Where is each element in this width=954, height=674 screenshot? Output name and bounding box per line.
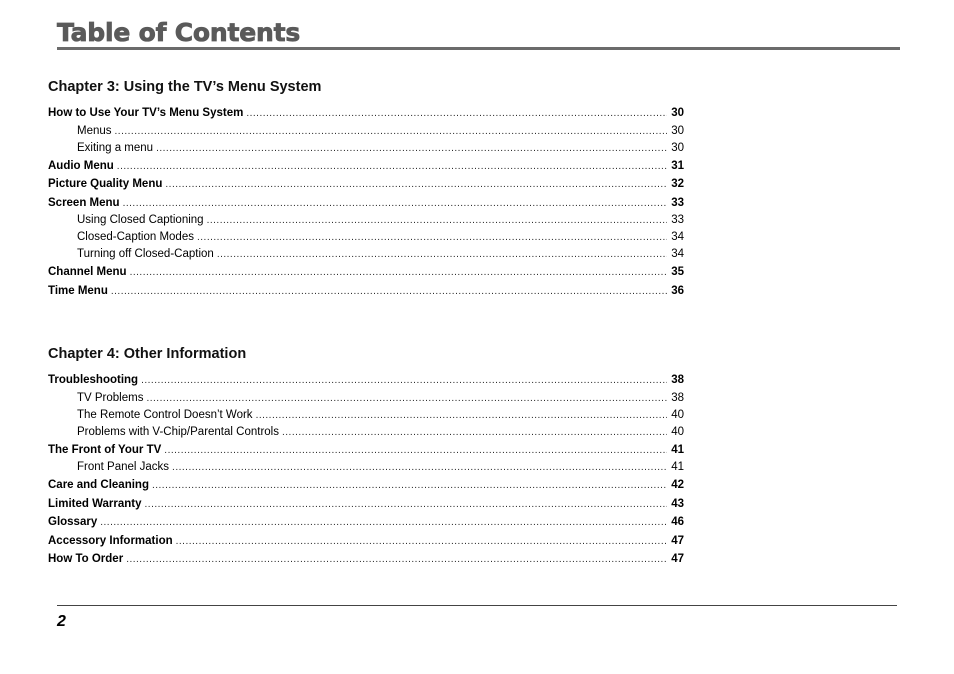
- toc-entry-label: The Front of Your TV: [48, 443, 162, 456]
- toc-entry-label: How to Use Your TV’s Menu System: [48, 107, 244, 119]
- dot-leader: [217, 246, 667, 263]
- toc-entry-page: 32: [671, 178, 684, 190]
- dot-leader: [126, 551, 667, 570]
- toc-entry[interactable]: [48, 441, 684, 460]
- dot-leader: [141, 372, 667, 391]
- title-divider: [57, 47, 900, 50]
- toc-entry-label: Menus: [77, 124, 112, 137]
- toc-entry[interactable]: [48, 550, 684, 569]
- toc-entry-label: Front Panel Jacks: [77, 461, 170, 473]
- dot-leader: [172, 459, 667, 476]
- dot-leader: [197, 229, 667, 246]
- chapter-section: [48, 343, 684, 569]
- toc-entry-page: 31: [671, 159, 684, 172]
- toc-entry-label: Limited Warranty: [48, 497, 142, 510]
- toc-subentry[interactable]: [48, 424, 684, 441]
- page-number: 2: [57, 613, 66, 630]
- toc-entry-page: 36: [671, 284, 684, 297]
- footer-divider: [57, 605, 897, 606]
- toc-entry-page: 38: [671, 374, 684, 386]
- toc-entries: [48, 371, 684, 569]
- toc-entry-label: TV Problems: [77, 391, 144, 404]
- toc-entry-label: Glossary: [48, 516, 98, 528]
- toc-subentry[interactable]: [48, 123, 684, 140]
- dot-leader: [146, 390, 667, 407]
- toc-entry-label: Turning off Closed-Caption: [77, 248, 214, 260]
- toc-entry-page: 47: [671, 553, 684, 565]
- toc-entry[interactable]: [48, 282, 684, 301]
- toc-entry[interactable]: [48, 532, 684, 551]
- toc-entry-page: 30: [671, 107, 684, 119]
- toc-entry-label: Time Menu: [48, 284, 108, 297]
- toc-entry-page: 33: [671, 196, 684, 209]
- toc-entry-page: 33: [671, 214, 684, 226]
- toc-subentry[interactable]: [48, 229, 684, 246]
- toc-entry-label: Using Closed Captioning: [77, 214, 204, 226]
- toc-entry[interactable]: [48, 263, 684, 282]
- dot-leader: [156, 140, 667, 157]
- toc-entry[interactable]: [48, 104, 684, 123]
- toc-entry-page: 38: [671, 391, 684, 404]
- dot-leader: [130, 264, 667, 283]
- toc-entry-label: Audio Menu: [48, 159, 114, 172]
- toc-entry[interactable]: [48, 194, 684, 213]
- chapter-heading: Chapter 4: Other Information: [48, 346, 247, 362]
- toc-subentry[interactable]: [48, 140, 684, 157]
- toc-entry-label: Accessory Information: [48, 534, 173, 547]
- toc-entry-label: Exiting a menu: [77, 141, 154, 154]
- dot-leader: [117, 158, 667, 177]
- chapter-heading: Chapter 3: Using the TV’s Menu System: [48, 79, 322, 95]
- dot-leader: [246, 105, 667, 124]
- toc-entry-label: Channel Menu: [48, 266, 127, 278]
- page-title: Table of Contents: [57, 18, 301, 47]
- toc-entry-label: How To Order: [48, 553, 124, 565]
- toc-entry[interactable]: [48, 371, 684, 390]
- toc-entries: [48, 104, 684, 300]
- dot-leader: [176, 533, 667, 552]
- toc-entry-page: 47: [671, 534, 684, 547]
- toc-entry-page: 34: [671, 231, 684, 243]
- toc-subentry[interactable]: [48, 212, 684, 229]
- chapter-section: [48, 76, 684, 300]
- toc-entry-label: Screen Menu: [48, 196, 120, 209]
- dot-leader: [282, 424, 667, 441]
- toc-entry[interactable]: [48, 513, 684, 532]
- toc-entry-label: The Remote Control Doesn’t Work: [77, 408, 253, 421]
- toc-entry-page: 34: [671, 248, 684, 260]
- toc-entry-label: Closed-Caption Modes: [77, 231, 194, 243]
- toc-entry-page: 42: [671, 479, 684, 491]
- toc-entry-page: 30: [671, 124, 684, 137]
- toc-entry[interactable]: [48, 476, 684, 495]
- dot-leader: [207, 212, 667, 229]
- dot-leader: [152, 477, 667, 496]
- toc-subentry[interactable]: [48, 407, 684, 424]
- toc-entry-page: 41: [671, 461, 684, 473]
- toc-subentry[interactable]: [48, 459, 684, 476]
- toc-subentry[interactable]: [48, 246, 684, 263]
- toc-entry-label: Troubleshooting: [48, 374, 139, 386]
- dot-leader: [145, 496, 667, 515]
- toc-entry-label: Picture Quality Menu: [48, 178, 163, 190]
- dot-leader: [165, 176, 667, 195]
- dot-leader: [100, 514, 667, 533]
- toc-entry-page: 35: [671, 266, 684, 278]
- dot-leader: [123, 195, 667, 214]
- dot-leader: [164, 442, 667, 461]
- toc-entry-page: 43: [671, 497, 684, 510]
- toc-entry[interactable]: [48, 157, 684, 176]
- toc-subentry[interactable]: [48, 390, 684, 407]
- toc-entry-page: 40: [671, 408, 684, 421]
- toc-entry-page: 46: [671, 516, 684, 528]
- toc-entry[interactable]: [48, 175, 684, 194]
- toc-entry-label: Care and Cleaning: [48, 479, 149, 491]
- dot-leader: [256, 407, 667, 424]
- dot-leader: [111, 283, 667, 302]
- toc-entry-page: 30: [671, 141, 684, 154]
- toc-entry-page: 41: [671, 443, 684, 456]
- toc-entry-label: Problems with V-Chip/Parental Controls: [77, 425, 279, 438]
- toc-entry-page: 40: [671, 425, 684, 438]
- toc-entry[interactable]: [48, 495, 684, 514]
- dot-leader: [115, 123, 667, 140]
